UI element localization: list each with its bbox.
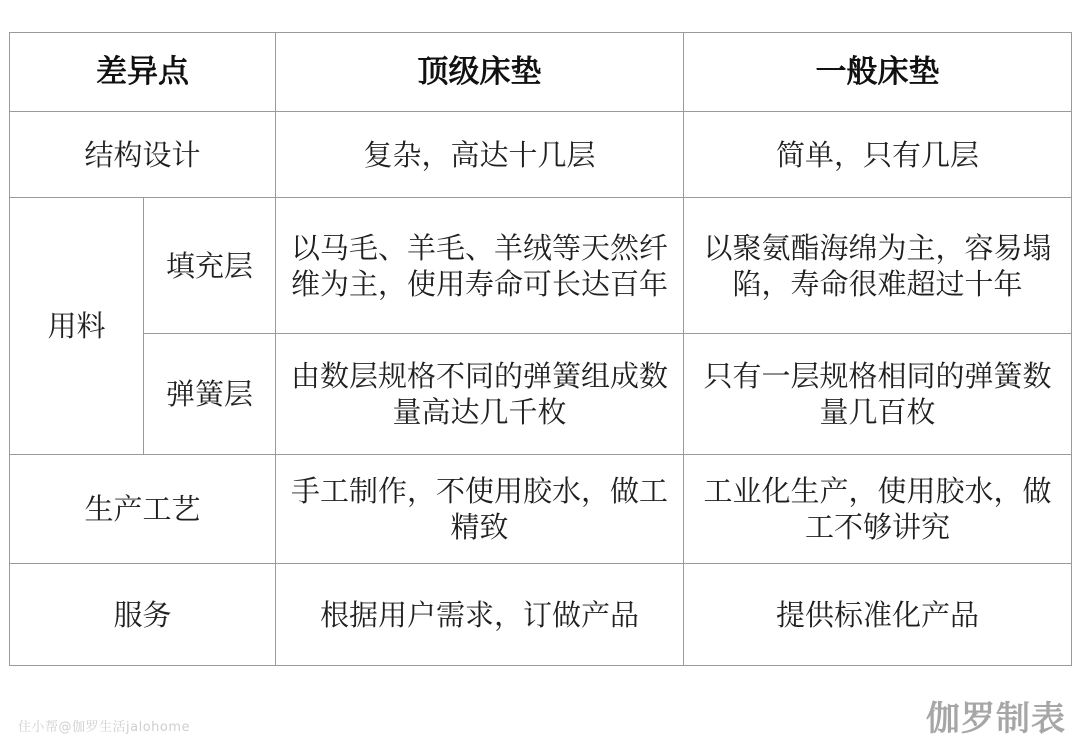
cell-craft-regular: 工业化生产，使用胶水，做工不够讲究 (684, 455, 1072, 564)
row-label-structure: 结构设计 (10, 112, 276, 198)
row-filling (10, 198, 1072, 334)
row-craft (10, 455, 1072, 564)
header-regular-mattress: 一般床垫 (684, 33, 1072, 112)
row-label-service: 服务 (10, 564, 276, 666)
cell-filling-regular: 以聚氨酯海绵为主，容易塌陷，寿命很难超过十年 (684, 198, 1072, 334)
cell-spring-premium: 由数层规格不同的弹簧组成数量高达几千枚 (276, 334, 684, 455)
watermark: 住小帮@伽罗生活jalohome (18, 720, 190, 735)
row-spring (10, 334, 1072, 455)
signature: 伽罗制表 (926, 699, 1066, 739)
row-structure (10, 112, 1072, 198)
header-premium-mattress: 顶级床垫 (276, 33, 684, 112)
header-difference: 差异点 (10, 33, 276, 112)
cell-service-regular: 提供标准化产品 (684, 564, 1072, 666)
comparison-table (9, 32, 1072, 666)
row-label-filling: 填充层 (144, 198, 276, 334)
cell-spring-regular: 只有一层规格相同的弹簧数量几百枚 (684, 334, 1072, 455)
row-label-spring: 弹簧层 (144, 334, 276, 455)
cell-craft-premium: 手工制作，不使用胶水，做工精致 (276, 455, 684, 564)
header-row (10, 33, 1072, 112)
row-label-materials: 用料 (10, 198, 144, 455)
row-service (10, 564, 1072, 666)
row-label-craft: 生产工艺 (10, 455, 276, 564)
cell-structure-regular: 简单，只有几层 (684, 112, 1072, 198)
cell-structure-premium: 复杂，高达十几层 (276, 112, 684, 198)
cell-service-premium: 根据用户需求，订做产品 (276, 564, 684, 666)
cell-filling-premium: 以马毛、羊毛、羊绒等天然纤维为主，使用寿命可长达百年 (276, 198, 684, 334)
